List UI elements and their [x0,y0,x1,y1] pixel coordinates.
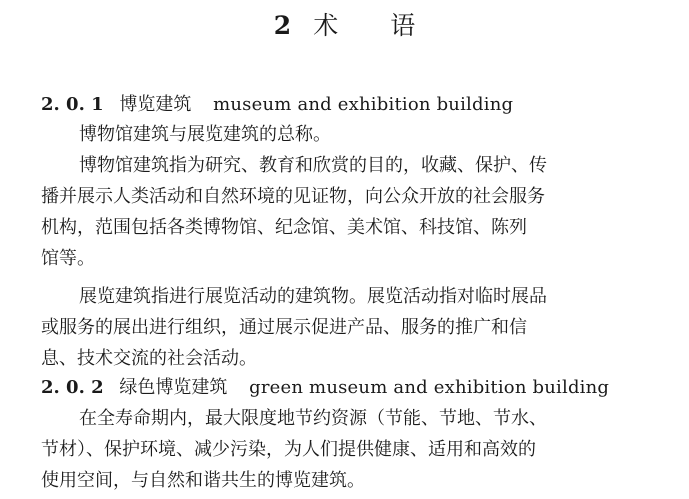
paragraph-line: 展览建筑指进行展览活动的建筑物。展览活动指对临时展品 [79,286,547,307]
paragraph-line: 播并展示人类活动和自然环境的见证物，向公众开放的社会服务 [41,186,545,207]
term-heading-2-0-2 [41,373,671,403]
paragraph-line: 或服务的展出进行组织，通过展示促进产品、服务的推广和信 [41,317,527,338]
term-chinese: 绿色博览建筑 [119,377,228,398]
paragraph-line: 节材）、保护环境、减少污染，为人们提供健康、适用和高效的 [41,439,536,460]
paragraph-line: 息、技术交流的社会活动。 [41,348,257,369]
term-english: museum and exhibition building [213,94,514,115]
chapter-title-char-1: 术 [313,11,339,40]
chapter-number: 2 [273,11,292,40]
paragraph-line: 博物馆建筑与展览建筑的总称。 [79,124,331,145]
term-english: green museum and exhibition building [249,377,610,398]
term-heading-2-0-1 [41,90,671,120]
paragraph-line: 使用空间，与自然和谐共生的博览建筑。 [41,470,365,491]
term-number: 2. 0. 2 [41,377,104,398]
paragraph-line: 在全寿命期内，最大限度地节约资源（节能、节地、节水、 [79,408,547,429]
paragraph-line: 馆等。 [41,248,95,269]
term-number: 2. 0. 1 [41,94,104,115]
term-chinese: 博览建筑 [119,94,192,115]
paragraph-line: 博物馆建筑指为研究、教育和欣赏的目的，收藏、保护、传 [79,155,547,176]
paragraph-line: 机构，范围包括各类博物馆、纪念馆、美术馆、科技馆、陈列 [41,217,527,238]
chapter-title [0,6,689,42]
chapter-title-char-2: 语 [390,11,416,40]
